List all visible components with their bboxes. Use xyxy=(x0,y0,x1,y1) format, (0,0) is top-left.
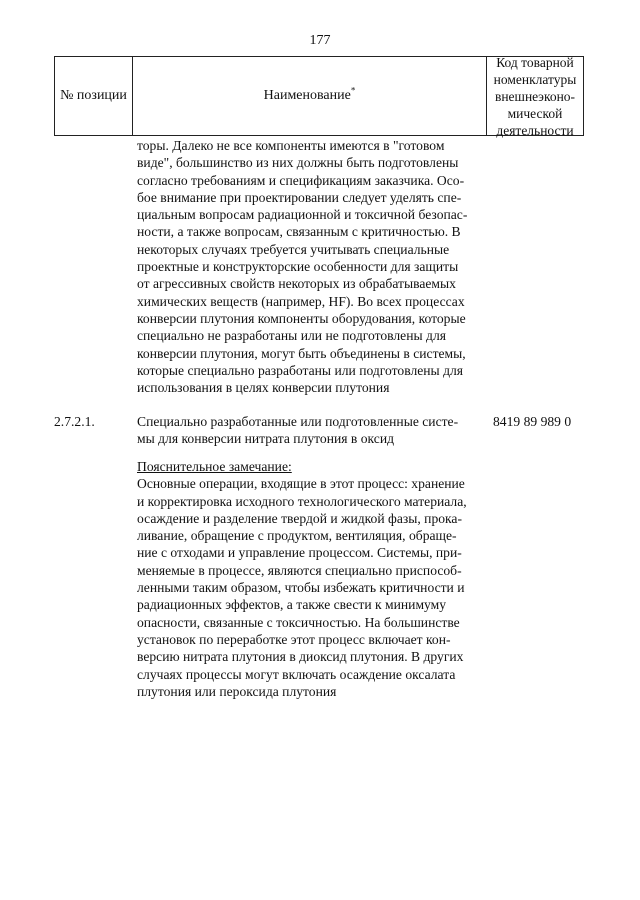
header-code xyxy=(487,54,583,138)
text-line: и корректировка исходного технологического материала, xyxy=(137,493,467,509)
item-number: 2.7.2.1. xyxy=(54,414,95,429)
text-line: установок по переработке этот процесс включает кон- xyxy=(137,631,451,647)
text-line: использования в целях конверсии плутония xyxy=(137,380,390,396)
header-position xyxy=(55,57,133,135)
text-line: которые специально разработаны или подготовлены для xyxy=(137,362,464,378)
text-line: согласно требованиям и спецификациям заказчика. Осо- xyxy=(137,172,465,188)
header-name-label: Наименование* xyxy=(263,85,356,103)
text-line: осаждение и разделение твердой и жидкой фазы, прока- xyxy=(137,510,462,526)
page-number: 177 xyxy=(309,33,331,48)
text-line: ности, а также вопросам, связанным с критичностью. В xyxy=(137,224,461,240)
text-line: от агрессивных свойств некоторых из обрабатываемых xyxy=(137,276,456,292)
text-line: Основные операции, входящие в этот процесс: хранение xyxy=(137,476,465,492)
text-line: версию нитрата плутония в диоксид плутония. В других xyxy=(137,649,464,665)
note-title: Пояснительное замечание: xyxy=(137,459,292,474)
text-line: мы для конверсии нитрата плутония в оксид xyxy=(137,431,395,447)
footnote-mark: * xyxy=(350,85,356,96)
text-line: случаях процессы могут включать осаждение оксалата xyxy=(137,666,456,682)
text-line: ленными таким образом, чтобы избежать критичности и xyxy=(137,580,465,596)
header-code-line: мической xyxy=(507,105,563,121)
text-line: некоторых случаях требуется учитывать специальные xyxy=(137,241,450,257)
text-line: ние с отходами и управление процессом. Системы, при- xyxy=(137,545,462,561)
header-code-line: деятельности xyxy=(496,122,574,138)
continuation-paragraph xyxy=(137,137,483,396)
text-line: радиационных эффектов, а также свести к минимуму xyxy=(137,597,447,613)
header-code-line: внешнеэконо- xyxy=(494,88,576,104)
text-line: конверсии плутония, могут быть объединены в системы, xyxy=(137,345,466,361)
header-name xyxy=(133,57,487,135)
text-line: химических веществ (например, HF). Во всех процессах xyxy=(137,293,465,309)
item-code: 8419 89 989 0 xyxy=(493,414,572,429)
item-name xyxy=(137,413,485,448)
text-line: ливание, обращение с продуктом, вентиляция, обраще- xyxy=(137,528,457,544)
text-line: плутония или пероксида плутония xyxy=(137,683,337,699)
explanatory-note xyxy=(137,458,483,700)
header-code-line: Код товарной xyxy=(496,54,574,70)
text-line: торы. Далеко не все компоненты имеются в "готовом xyxy=(137,138,445,153)
text-line: циальным вопросам радиационной и токсичной безопас- xyxy=(137,207,468,223)
text-line: специально не разработаны или не подготовлены для xyxy=(137,328,446,344)
header-position-label: № позиции xyxy=(60,88,127,103)
text-line: опасности, связанные с токсичностью. На большинстве xyxy=(137,614,460,630)
text-line: меняемые в процессе, являются специально приспособ- xyxy=(137,562,462,578)
table-header xyxy=(54,56,584,136)
text-line: проектные и конструкторские особенности для защиты xyxy=(137,259,459,275)
text-line: Специально разработанные или подготовленные систе- xyxy=(137,414,459,429)
header-code-line: номенклатуры xyxy=(493,71,577,87)
text-line: виде", большинство из них должны быть подготовлены xyxy=(137,155,459,171)
text-line: конверсии плутония компоненты оборудования, которые xyxy=(137,310,466,326)
text-line: бое внимание при проектировании следует уделять спе- xyxy=(137,189,462,205)
